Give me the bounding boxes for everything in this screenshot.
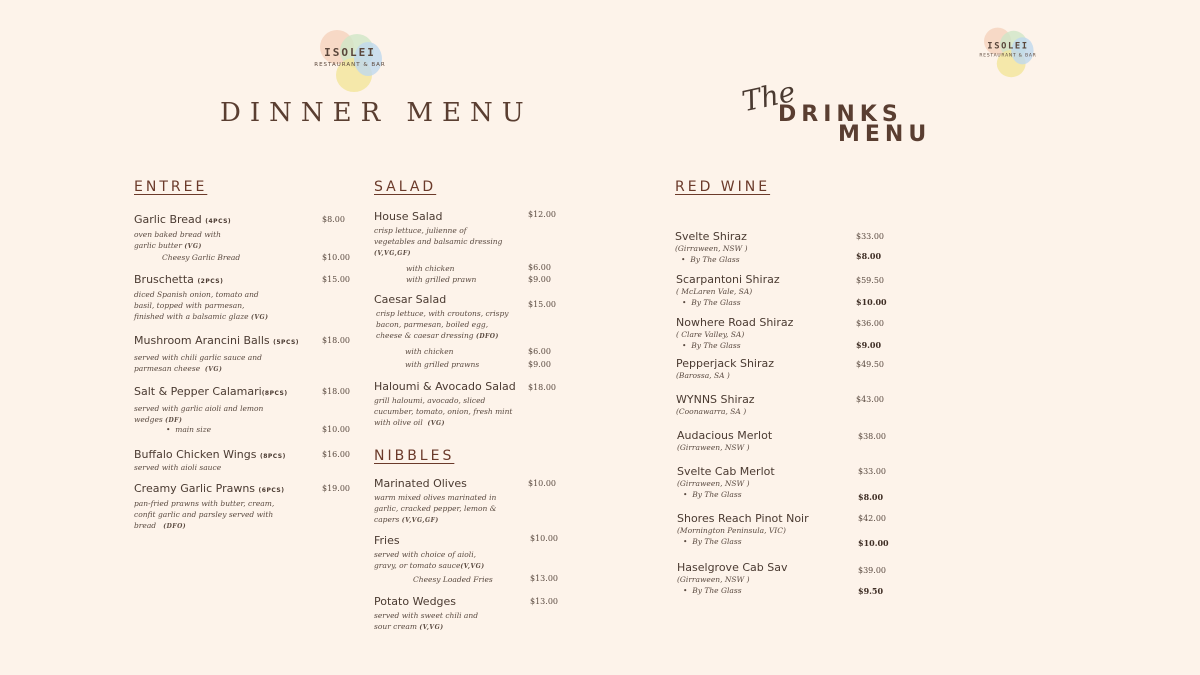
red-wine-heading: RED WINE bbox=[675, 179, 771, 195]
sub-item: with grilled prawns bbox=[405, 360, 480, 369]
item-name: House Salad bbox=[374, 210, 443, 223]
drinks-title-line2: MENU bbox=[838, 122, 932, 147]
wine-price: $36.00 bbox=[856, 319, 884, 328]
wine-name: Pepperjack Shiraz bbox=[676, 357, 775, 370]
logo-name: ISOLEI bbox=[324, 46, 376, 59]
wine-name: Svelte Cab Merlot bbox=[677, 465, 775, 478]
wine-price: $43.00 bbox=[856, 395, 884, 404]
menu-item bbox=[374, 477, 534, 526]
item-name: Creamy Garlic Prawns bbox=[134, 482, 256, 495]
glass-price: $9.00 bbox=[856, 340, 882, 350]
logo-subtitle: RESTAURANT & BAR bbox=[314, 62, 386, 68]
wine-name: Shores Reach Pinot Noir bbox=[677, 512, 809, 525]
item-price: $18.00 bbox=[322, 336, 350, 345]
item-desc: served with sweet chili and bbox=[374, 611, 479, 620]
item-desc: finished with a balsamic glaze bbox=[134, 312, 249, 321]
item-name: Marinated Olives bbox=[374, 477, 467, 490]
salad-heading: SALAD bbox=[374, 179, 437, 195]
item-price: $18.00 bbox=[322, 387, 350, 396]
logo-subtitle: RESTAURANT & BAR bbox=[979, 53, 1037, 58]
by-glass-row: • By The Glass bbox=[683, 537, 742, 546]
item-desc: warm mixed olives marinated in bbox=[374, 493, 497, 502]
item-desc: with olive oil bbox=[374, 418, 423, 427]
item-desc: vegetables and balsamic dressing bbox=[374, 237, 503, 246]
sub-item-price: $9.00 bbox=[528, 360, 551, 369]
item-desc: served with chili garlic sauce and bbox=[134, 353, 262, 362]
menu-item bbox=[134, 448, 324, 473]
sub-item: with grilled prawn bbox=[406, 275, 477, 284]
wine-region: (Coonawarra, SA ) bbox=[676, 407, 747, 416]
by-glass-label: By The Glass bbox=[691, 298, 741, 307]
wine-name: WYNNS Shiraz bbox=[676, 393, 755, 406]
nibbles-heading: NIBBLES bbox=[374, 448, 455, 464]
wine-name: Svelte Shiraz bbox=[675, 230, 747, 243]
wine-region: (Girraween, NSW ) bbox=[677, 575, 750, 584]
item-tag: (8PCS) bbox=[261, 390, 288, 397]
restaurant-logo bbox=[310, 28, 390, 98]
logo-name: ISOLEI bbox=[987, 40, 1029, 51]
wine-price: $49.50 bbox=[856, 360, 884, 369]
item-desc: served with choice of aioli, bbox=[374, 550, 476, 559]
item-name: Salt & Pepper Calamari bbox=[134, 385, 262, 398]
by-glass-row: • By The Glass bbox=[683, 586, 742, 595]
item-desc: garlic, cracked pepper, lemon & bbox=[374, 504, 497, 513]
item-name: Caesar Salad bbox=[374, 293, 447, 306]
menu-item bbox=[374, 380, 534, 429]
item-desc: gravy, or tomato sauce bbox=[374, 561, 461, 570]
item-desc: capers bbox=[374, 515, 400, 524]
item-desc: parmesan cheese bbox=[134, 364, 201, 373]
wine-name: Haselgrove Cab Sav bbox=[677, 561, 788, 574]
drinks-title-line1: DRINKS bbox=[778, 102, 903, 127]
wine-region: (Mornington Peninsula, VIC) bbox=[677, 526, 786, 535]
item-desc-tag: (VG) bbox=[204, 366, 223, 373]
item-desc: cucumber, tomato, onion, fresh mint bbox=[374, 407, 513, 416]
item-desc: crisp lettuce, julienne of bbox=[374, 226, 467, 235]
item-desc: pan-fried prawns with butter, cream, bbox=[134, 499, 275, 508]
wine-region: (Girraween, NSW ) bbox=[675, 244, 748, 253]
wine-item bbox=[676, 316, 793, 351]
item-desc: wedges bbox=[134, 415, 163, 424]
item-price: $12.00 bbox=[528, 210, 556, 219]
menu-item bbox=[374, 595, 534, 633]
by-glass-row: • By The Glass bbox=[682, 298, 741, 307]
item-desc: cheese & caesar dressing bbox=[376, 331, 474, 340]
item-tag: (8PCS) bbox=[259, 453, 286, 460]
by-glass-row: • By The Glass bbox=[683, 490, 742, 499]
item-desc-tag: (V,VG) bbox=[460, 563, 485, 570]
item-desc: basil, topped with parmesan, bbox=[134, 301, 245, 310]
item-tag: (2PCS) bbox=[197, 278, 224, 285]
item-desc: crisp lettuce, with croutons, crispy bbox=[376, 309, 509, 318]
menu-item bbox=[374, 534, 534, 572]
wine-price: $39.00 bbox=[858, 566, 886, 575]
item-price: $13.00 bbox=[530, 597, 558, 606]
item-desc-tag: (VG) bbox=[184, 243, 202, 250]
item-name: Garlic Bread bbox=[134, 213, 202, 226]
item-price: $19.00 bbox=[322, 484, 350, 493]
wine-price: $59.50 bbox=[856, 276, 884, 285]
item-price: $8.00 bbox=[322, 215, 345, 224]
by-glass-label: By The Glass bbox=[692, 490, 742, 499]
item-tag: (6PCS) bbox=[258, 487, 285, 494]
sub-item-price: $10.00 bbox=[322, 253, 350, 262]
wine-item bbox=[676, 273, 780, 308]
glass-price: $9.50 bbox=[858, 586, 884, 596]
glass-price: $10.00 bbox=[856, 297, 887, 307]
wine-price: $42.00 bbox=[858, 514, 886, 523]
item-price: $16.00 bbox=[322, 450, 350, 459]
by-glass-row: • By The Glass bbox=[682, 341, 741, 350]
sub-item-price: $6.00 bbox=[528, 263, 551, 272]
wine-region: (Barossa, SA ) bbox=[676, 371, 730, 380]
wine-name: Nowhere Road Shiraz bbox=[676, 316, 794, 329]
sub-item-price: $9.00 bbox=[528, 275, 551, 284]
item-desc-tag: (VG) bbox=[427, 420, 445, 427]
sub-item: • main size bbox=[166, 425, 212, 434]
glass-price: $8.00 bbox=[858, 492, 884, 502]
wine-item bbox=[677, 561, 787, 596]
item-name: Mushroom Arancini Balls bbox=[134, 334, 270, 347]
by-glass-row: • By The Glass bbox=[681, 255, 740, 264]
menu-item bbox=[374, 210, 534, 259]
menu-item bbox=[134, 385, 324, 426]
item-name: Potato Wedges bbox=[374, 595, 457, 608]
wine-price: $33.00 bbox=[856, 232, 884, 241]
item-name: Bruschetta bbox=[134, 273, 194, 286]
wine-region: ( Clare Valley, SA) bbox=[676, 330, 745, 339]
wine-price: $33.00 bbox=[858, 467, 886, 476]
item-price: $15.00 bbox=[528, 300, 556, 309]
by-glass-label: By The Glass bbox=[691, 341, 741, 350]
restaurant-logo-small bbox=[976, 26, 1040, 82]
sub-item: Cheesy Loaded Fries bbox=[413, 575, 493, 584]
item-desc: served with aioli sauce bbox=[134, 463, 222, 472]
by-glass-label: By The Glass bbox=[692, 586, 742, 595]
item-desc-tag: (V,VG,GF) bbox=[401, 517, 439, 524]
item-name: Fries bbox=[374, 534, 400, 547]
by-glass-label: By The Glass bbox=[692, 537, 742, 546]
sub-item: Cheesy Garlic Bread bbox=[162, 253, 241, 262]
wine-price: $38.00 bbox=[858, 432, 886, 441]
item-desc: served with garlic aioli and lemon bbox=[134, 404, 264, 413]
sub-item-price: $13.00 bbox=[530, 574, 558, 583]
wine-item bbox=[677, 429, 772, 453]
item-desc-tag: (DFO) bbox=[163, 523, 187, 530]
dinner-menu-title: DINNER MENU bbox=[220, 98, 533, 128]
item-desc: diced Spanish onion, tomato and bbox=[134, 290, 259, 299]
menu-item bbox=[134, 482, 324, 532]
wine-item bbox=[676, 393, 755, 417]
item-desc-tag: (V,VG) bbox=[419, 624, 444, 631]
wine-item bbox=[677, 512, 809, 547]
item-tag: (5PCS) bbox=[273, 339, 300, 346]
wine-name: Audacious Merlot bbox=[677, 429, 773, 442]
glass-price: $10.00 bbox=[858, 538, 889, 548]
item-desc-tag: (DF) bbox=[165, 417, 183, 424]
item-price: $10.00 bbox=[528, 479, 556, 488]
wine-item bbox=[675, 230, 748, 265]
wine-region: ( McLaren Vale, SA) bbox=[676, 287, 753, 296]
item-desc: confit garlic and parsley served with bbox=[134, 510, 274, 519]
item-desc: sour cream bbox=[374, 622, 417, 631]
sub-item-price: $6.00 bbox=[528, 347, 551, 356]
drinks-script-the: The bbox=[739, 74, 799, 119]
item-tag: (4PCS) bbox=[205, 218, 232, 225]
item-desc: grill haloumi, avocado, sliced bbox=[374, 396, 486, 405]
sub-item-label: main size bbox=[175, 425, 212, 434]
item-price: $15.00 bbox=[322, 275, 350, 284]
item-desc-tag: (DFO) bbox=[475, 333, 499, 340]
menu-item bbox=[134, 273, 324, 323]
menu-item bbox=[134, 213, 324, 252]
item-desc-tag: (VG) bbox=[250, 314, 269, 321]
item-desc-tag: (V,VG,GF) bbox=[374, 250, 411, 257]
wine-region: (Girraween, NSW ) bbox=[677, 479, 750, 488]
entree-heading: ENTREE bbox=[134, 179, 208, 195]
item-name: Buffalo Chicken Wings bbox=[134, 448, 257, 461]
sub-item-price: $10.00 bbox=[322, 425, 350, 434]
wine-region: (Girraween, NSW ) bbox=[677, 443, 750, 452]
menu-item bbox=[374, 293, 534, 342]
sub-item: with chicken bbox=[406, 264, 455, 273]
item-price: $18.00 bbox=[528, 383, 556, 392]
item-desc: bacon, parmesan, boiled egg, bbox=[376, 320, 489, 329]
item-desc: garlic butter bbox=[134, 241, 182, 250]
by-glass-label: By The Glass bbox=[690, 255, 740, 264]
menu-item bbox=[134, 334, 324, 375]
item-desc: bread bbox=[134, 521, 157, 530]
wine-name: Scarpantoni Shiraz bbox=[676, 273, 780, 286]
glass-price: $8.00 bbox=[856, 251, 882, 261]
sub-item: with chicken bbox=[405, 347, 454, 356]
item-price: $10.00 bbox=[530, 534, 558, 543]
item-desc: oven baked bread with bbox=[134, 230, 221, 239]
wine-item bbox=[676, 357, 774, 381]
wine-item bbox=[677, 465, 775, 500]
item-name: Haloumi & Avocado Salad bbox=[374, 380, 516, 393]
